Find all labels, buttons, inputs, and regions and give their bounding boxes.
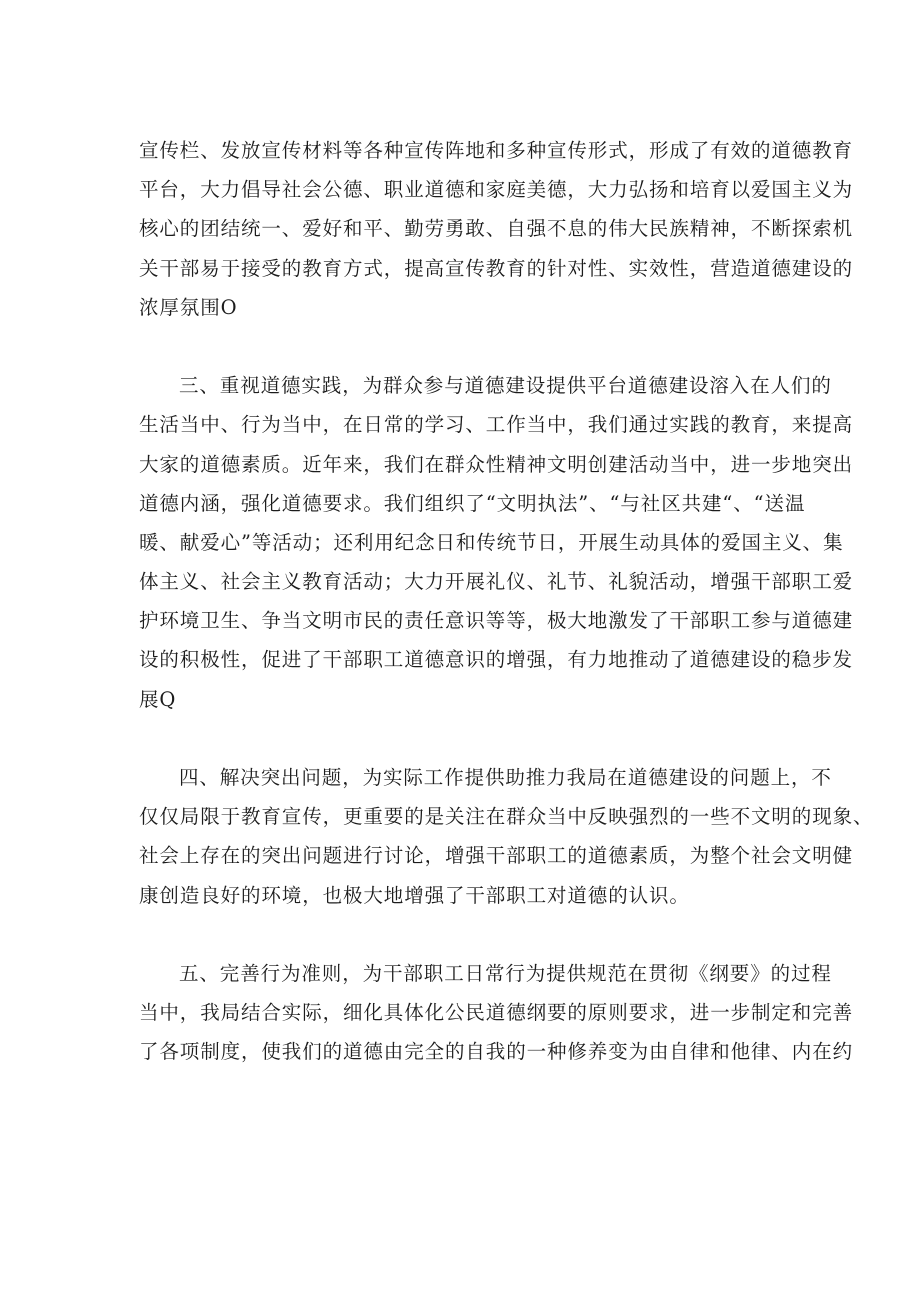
text-line: 康创造良好的环境，也极大地增强了干部职工对道德的认识。 xyxy=(139,883,690,907)
text-line: 护环境卫生、争当文明市民的责任意识等等，极大地激发了干部职工参与道德建 xyxy=(139,609,854,633)
text-line: 体主义、社会主义教育活动；大力开展礼仪、礼节、礼貌活动，增强干部职工爱 xyxy=(139,570,854,594)
section-four-heading-line: 四、解决突出问题，为实际工作提供助推力我局在道德建设的问题上，不 xyxy=(179,766,832,789)
text-line: 展Q xyxy=(139,687,177,711)
paragraph-publicity-platform xyxy=(139,131,874,1072)
text-line: 社会上存在的突出问题进行讨论，增强干部职工的道德素质，为整个社会文明健 xyxy=(139,844,854,868)
text-line: 关干部易于接受的教育方式，提高宣传教育的针对性、实效性，营造道德建设的 xyxy=(139,256,854,280)
text-line: 道德内涵，强化道德要求。我们组织了“文明执法”、“与社区共建“、“送温 xyxy=(139,491,806,515)
text-line: 大家的道德素质。近年来，我们在群众性精神文明创建活动当中，进一步地突出 xyxy=(139,452,854,476)
text-line: 暖、献爱心”等活动；还利用纪念日和传统节日，开展生动具体的爱国主义、集 xyxy=(139,530,844,554)
text-line: 仅仅局限于教育宣传，更重要的是关注在群众当中反映强烈的一些不文明的现象、 xyxy=(139,805,874,829)
text-line: 核心的团结统一、爱好和平、勤劳勇敢、自强不息的伟大民族精神，不断探索机 xyxy=(139,217,854,241)
section-five-heading-line: 五、完善行为准则，为干部职工日常行为提供规范在贯彻《纲要》的过程 xyxy=(179,961,832,985)
section-three-heading-line: 三、重视道德实践，为群众参与道德建设提供平台道德建设溶入在人们的 xyxy=(179,374,832,398)
text-line: 了各项制度，使我们的道德由完全的自我的一种修养变为由自律和他律、内在约 xyxy=(139,1040,854,1064)
text-line: 宣传栏、发放宣传材料等各种宣传阵地和多种宣传形式，形成了有效的道德教育 xyxy=(139,139,854,162)
text-line: 浓厚氛围O xyxy=(139,295,238,319)
text-line: 当中，我局结合实际，细化具体化公民道德纲要的原则要求，进一步制定和完善 xyxy=(139,1001,854,1025)
text-line: 平台，大力倡导社会公德、职业道德和家庭美德，大力弘扬和培育以爱国主义为 xyxy=(139,178,854,202)
text-line: 设的积极性，促进了干部职工道德意识的增强，有力地推动了道德建设的稳步发 xyxy=(139,648,854,672)
text-line: 生活当中、行为当中，在日常的学习、工作当中，我们通过实践的教育，来提高 xyxy=(139,413,854,437)
